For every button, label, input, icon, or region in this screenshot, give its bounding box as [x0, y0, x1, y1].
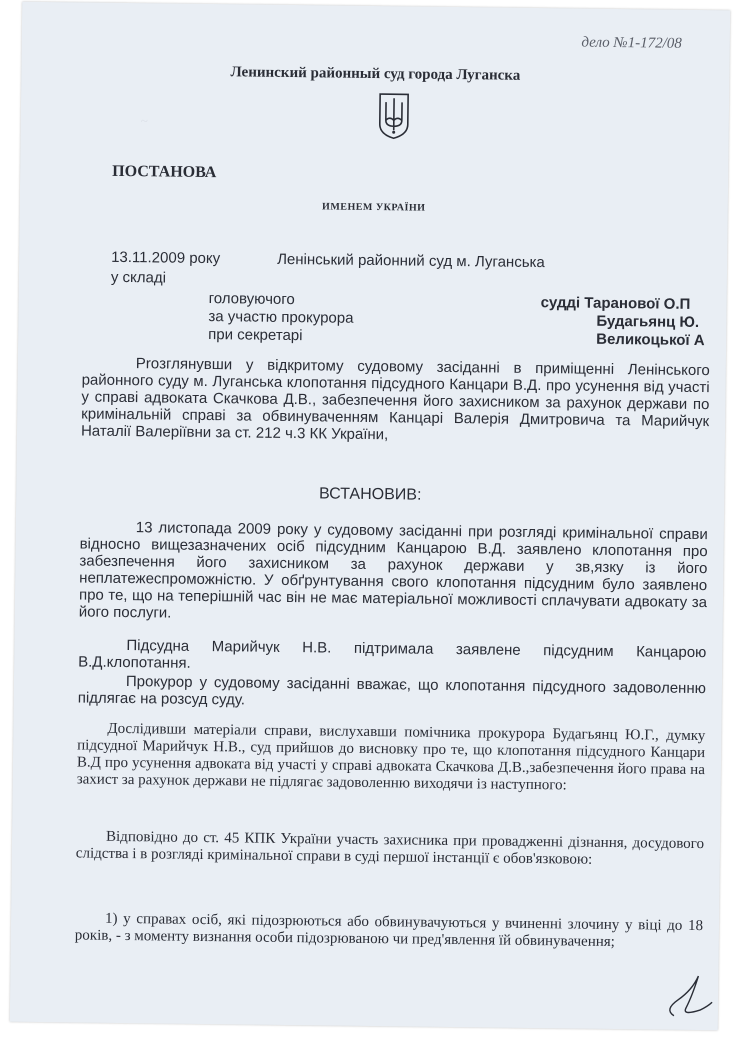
law-paragraph: Відповідно до ст. 45 КПК України участь захисника при провадженні дізнання, досудового слідства і в розгляді кримінальної справи в суді першої інстанції є обов'язковою: [75, 828, 705, 868]
role-presiding: головуючого [208, 290, 295, 309]
preamble-court: Ленінський районний суд м. Луганська [277, 250, 545, 272]
body-paragraph-2: Підсудна Марийчук Н.В. підтримала заявлене підсудним Канцарою В.Д.клопотання. [78, 637, 707, 672]
trident-emblem-icon [376, 90, 413, 140]
role-secretary: при секретарі [208, 326, 303, 345]
in-the-name-of-ukraine: ИМЕНЕМ УКРАЇНИ [322, 201, 426, 214]
court-name: Ленинский районный суд города Луганска [230, 64, 521, 84]
reasoning-paragraph: Дослідивши матеріали справи, вислухавши помічника прокурора Будагьянц Ю.Г., думку підсудної Марийчук Н.В., суд прийшов до висновку про те, що клопотання підсудного Канцари В.Д про усунення адвоката від участі у справі адвоката Скачкова Д.В.,забезпечення його права на захист за рахунок держави не підлягає задоволенню виходячи із наступного: [76, 720, 706, 794]
composition-label: у складі [110, 268, 167, 287]
signature-mark [656, 970, 717, 1021]
role-prosecutor: за участю прокурора [208, 308, 354, 327]
intro-paragraph: Рroзглянувши у відкритому судовому засіданні в приміщенні Ленінського районного суду м. Луганська клопотання підсудного Канцари В.Д. про усунення від участі у справі адвоката Скачкова Д.В., забезпечення його захисником за рахунок держави по кримінальній справі за обвинуваченням Канцарі Валерія Дмитровича та Марийчук Наталії Валеріївни за ст. 212 ч.3 КК України, [80, 355, 710, 444]
document-type: ПОСТАНОВА [112, 162, 217, 182]
established-heading: ВСТАНОВИВ: [318, 485, 422, 504]
name-secretary: Великоцької А [596, 330, 705, 350]
body-paragraph-1: 13 листопада 2009 року у судовому засіданні при розгляді кримінальної справи відносно вищезазначених осіб підсудним Канцарою В.Д. заявлено клопотання про забезпечення його захисником за рахунок держави у зв,язку із його неплатежеспроможністю. У обґрунтування свого клопотання підсудним було заявлено про те, що на теперішній час він не має матеріальної можливості сплачувати адвокату за його послуги. [78, 519, 708, 622]
preamble-date: 13.11.2009 року [111, 248, 221, 268]
body-paragraph-3: Прокурор у судовому засіданні вважає, що клопотання підсудного задоволенню підлягає на розсуд суду. [77, 673, 707, 709]
name-prosecutor: Будагьянц Ю. [596, 312, 700, 332]
case-number: дело №1-172/08 [581, 34, 682, 52]
law-item-1: 1) у справах осіб, які підозрюються або обвинувачуються у вчиненні злочину у віці до 18 років, - з моменту визнання особи підозрюваною чи пред'явлення їй обвинувачення; [74, 910, 704, 951]
name-presiding: судді Таранової О.П [540, 294, 691, 313]
document-page: ~ дело №1-172/08 Ленинский районный суд города Луганска ПОСТАНОВА ИМЕНЕМ УКРАЇНИ 13.11.2009 року Ленінський районний суд м. Луганська у складі головуючого судді Таранової О.П за участю прокурора Будагьянц Ю. при секретарі Великоцької А Рroзглянувши у відкритому судовому засіданні в приміщенні Ленінського районного суду м. Луганська клопотання підсудного Канцари В.Д. про усунення від участі у справі адвоката Скачкова Д.В., забезпечення його захисником за рахунок держави по кримінальній справі за обвинуваченням Канцарі Валерія Дмитровича та Марийчук Наталії Валеріївни за ст. 212 ч.3 КК України, ВСТАНОВИВ: 13 листопада 2009 року у судовому засіданні при розгляді кримінальної справи відносно вищезазначених осіб підсудним Канцарою В.Д. заявлено клопотання про забезпечення його захисником за рахунок держави у зв,язку із його неплатежеспроможністю. У обґрунтування свого клопотання підсудним було заявлено про те, що на теперішній час він не має матеріальної можливості сплачувати адвокату за його послуги. Підсудна Марийчук Н.В. підтримала заявлене підсудним Канцарою В.Д.клопотання. Прокурор у судовому засіданні вважає, що клопотання підсудного задоволенню підлягає на розсуд суду. Дослідивши матеріали справи, вислухавши помічника прокурора Будагьянц Ю.Г., думку підсудної Марийчук Н.В., суд прийшов до висновку про те, що клопотання підсудного Канцари В.Д про усунення адвоката від участі у справі адвоката Скачкова Д.В.,забезпечення його права на захист за рахунок держави не підлягає задоволенню виходячи із наступного: Відповідно до ст. 45 КПК України участь захисника при провадженні дізнання, досудового слідства і в розгляді кримінальної справи в суді першої інстанції є обов'язковою: 1) у справах осіб, які підозрюються або обвинувачуються у вчиненні злочину у віці до 18 років, - з моменту визнання особи підозрюваною чи пред'явлення їй обвинувачення; [10, 2, 730, 1031]
